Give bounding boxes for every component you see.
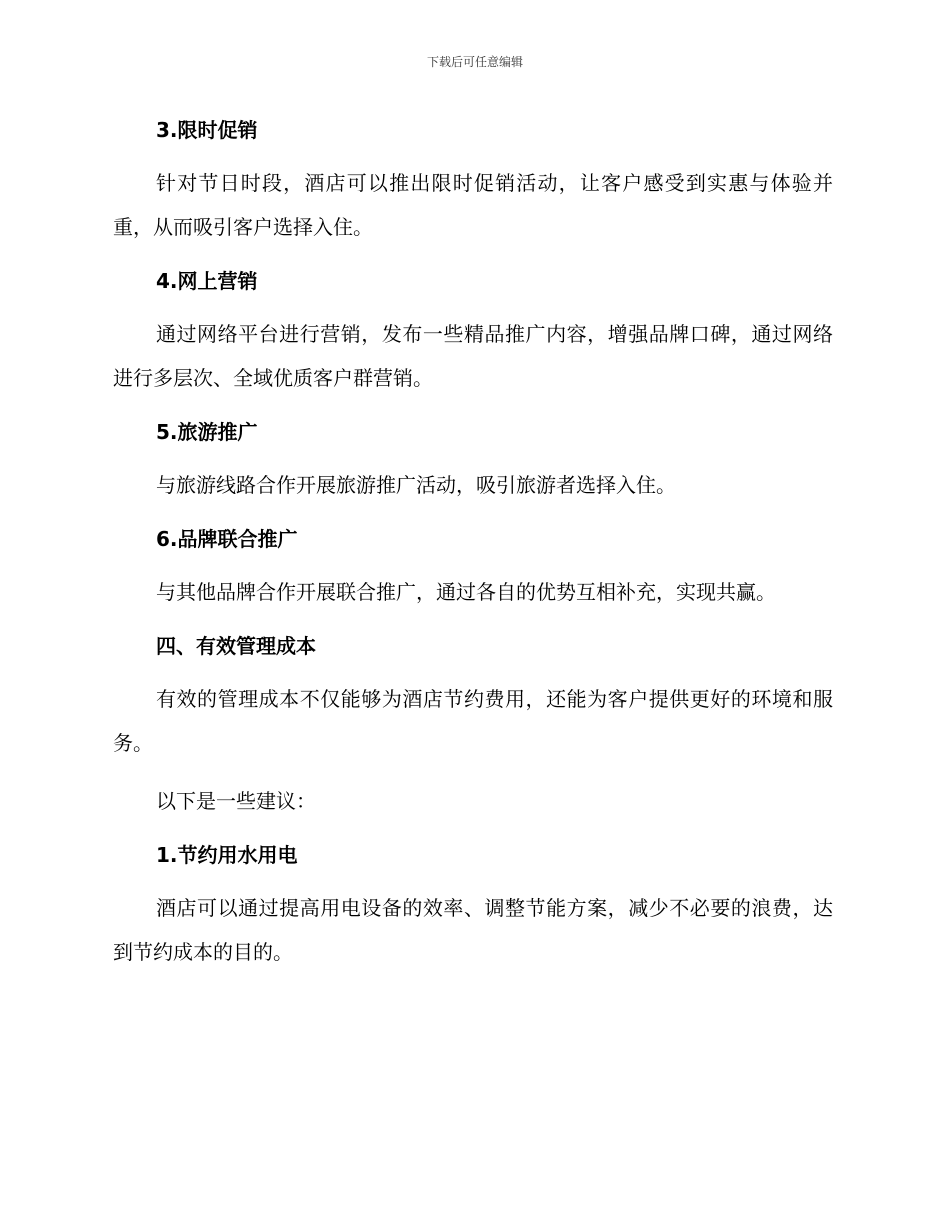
document-body [113, 112, 833, 974]
section-heading-tourism-promotion: 5.旅游推广 [156, 420, 258, 444]
section-heading-brand-cooperation: 6.品牌联合推广 [156, 527, 298, 551]
paragraph-suggestions-intro: 以下是一些建议： [156, 789, 316, 813]
section-heading-save-water-electricity: 1.节约用水用电 [156, 843, 298, 867]
section-heading-limited-promotion: 3.限时促销 [156, 118, 258, 142]
section-heading-cost-management: 四、有效管理成本 [156, 634, 316, 658]
page-header: 下载后可任意编辑 [426, 55, 523, 69]
paragraph-limited-promotion: 针对节日时段，酒店可以推出限时促销活动，让客户感受到实惠与体验并重，从而吸引客户选择入住。 [113, 171, 833, 239]
paragraph-save-water-electricity: 酒店可以通过提高用电设备的效率、调整节能方案，减少不必要的浪费，达到节约成本的目的。 [113, 896, 833, 964]
section-heading-online-marketing: 4.网上营销 [156, 269, 258, 293]
paragraph-online-marketing: 通过网络平台进行营销，发布一些精品推广内容，增强品牌口碑，通过网络进行多层次、全域优质客户群营销。 [113, 322, 833, 390]
paragraph-cost-management: 有效的管理成本不仅能够为酒店节约费用，还能为客户提供更好的环境和服务。 [113, 687, 833, 755]
paragraph-brand-cooperation: 与其他品牌合作开展联合推广，通过各自的优势互相补充，实现共赢。 [156, 580, 776, 604]
paragraph-tourism-promotion: 与旅游线路合作开展旅游推广活动，吸引旅游者选择入住。 [156, 473, 676, 497]
